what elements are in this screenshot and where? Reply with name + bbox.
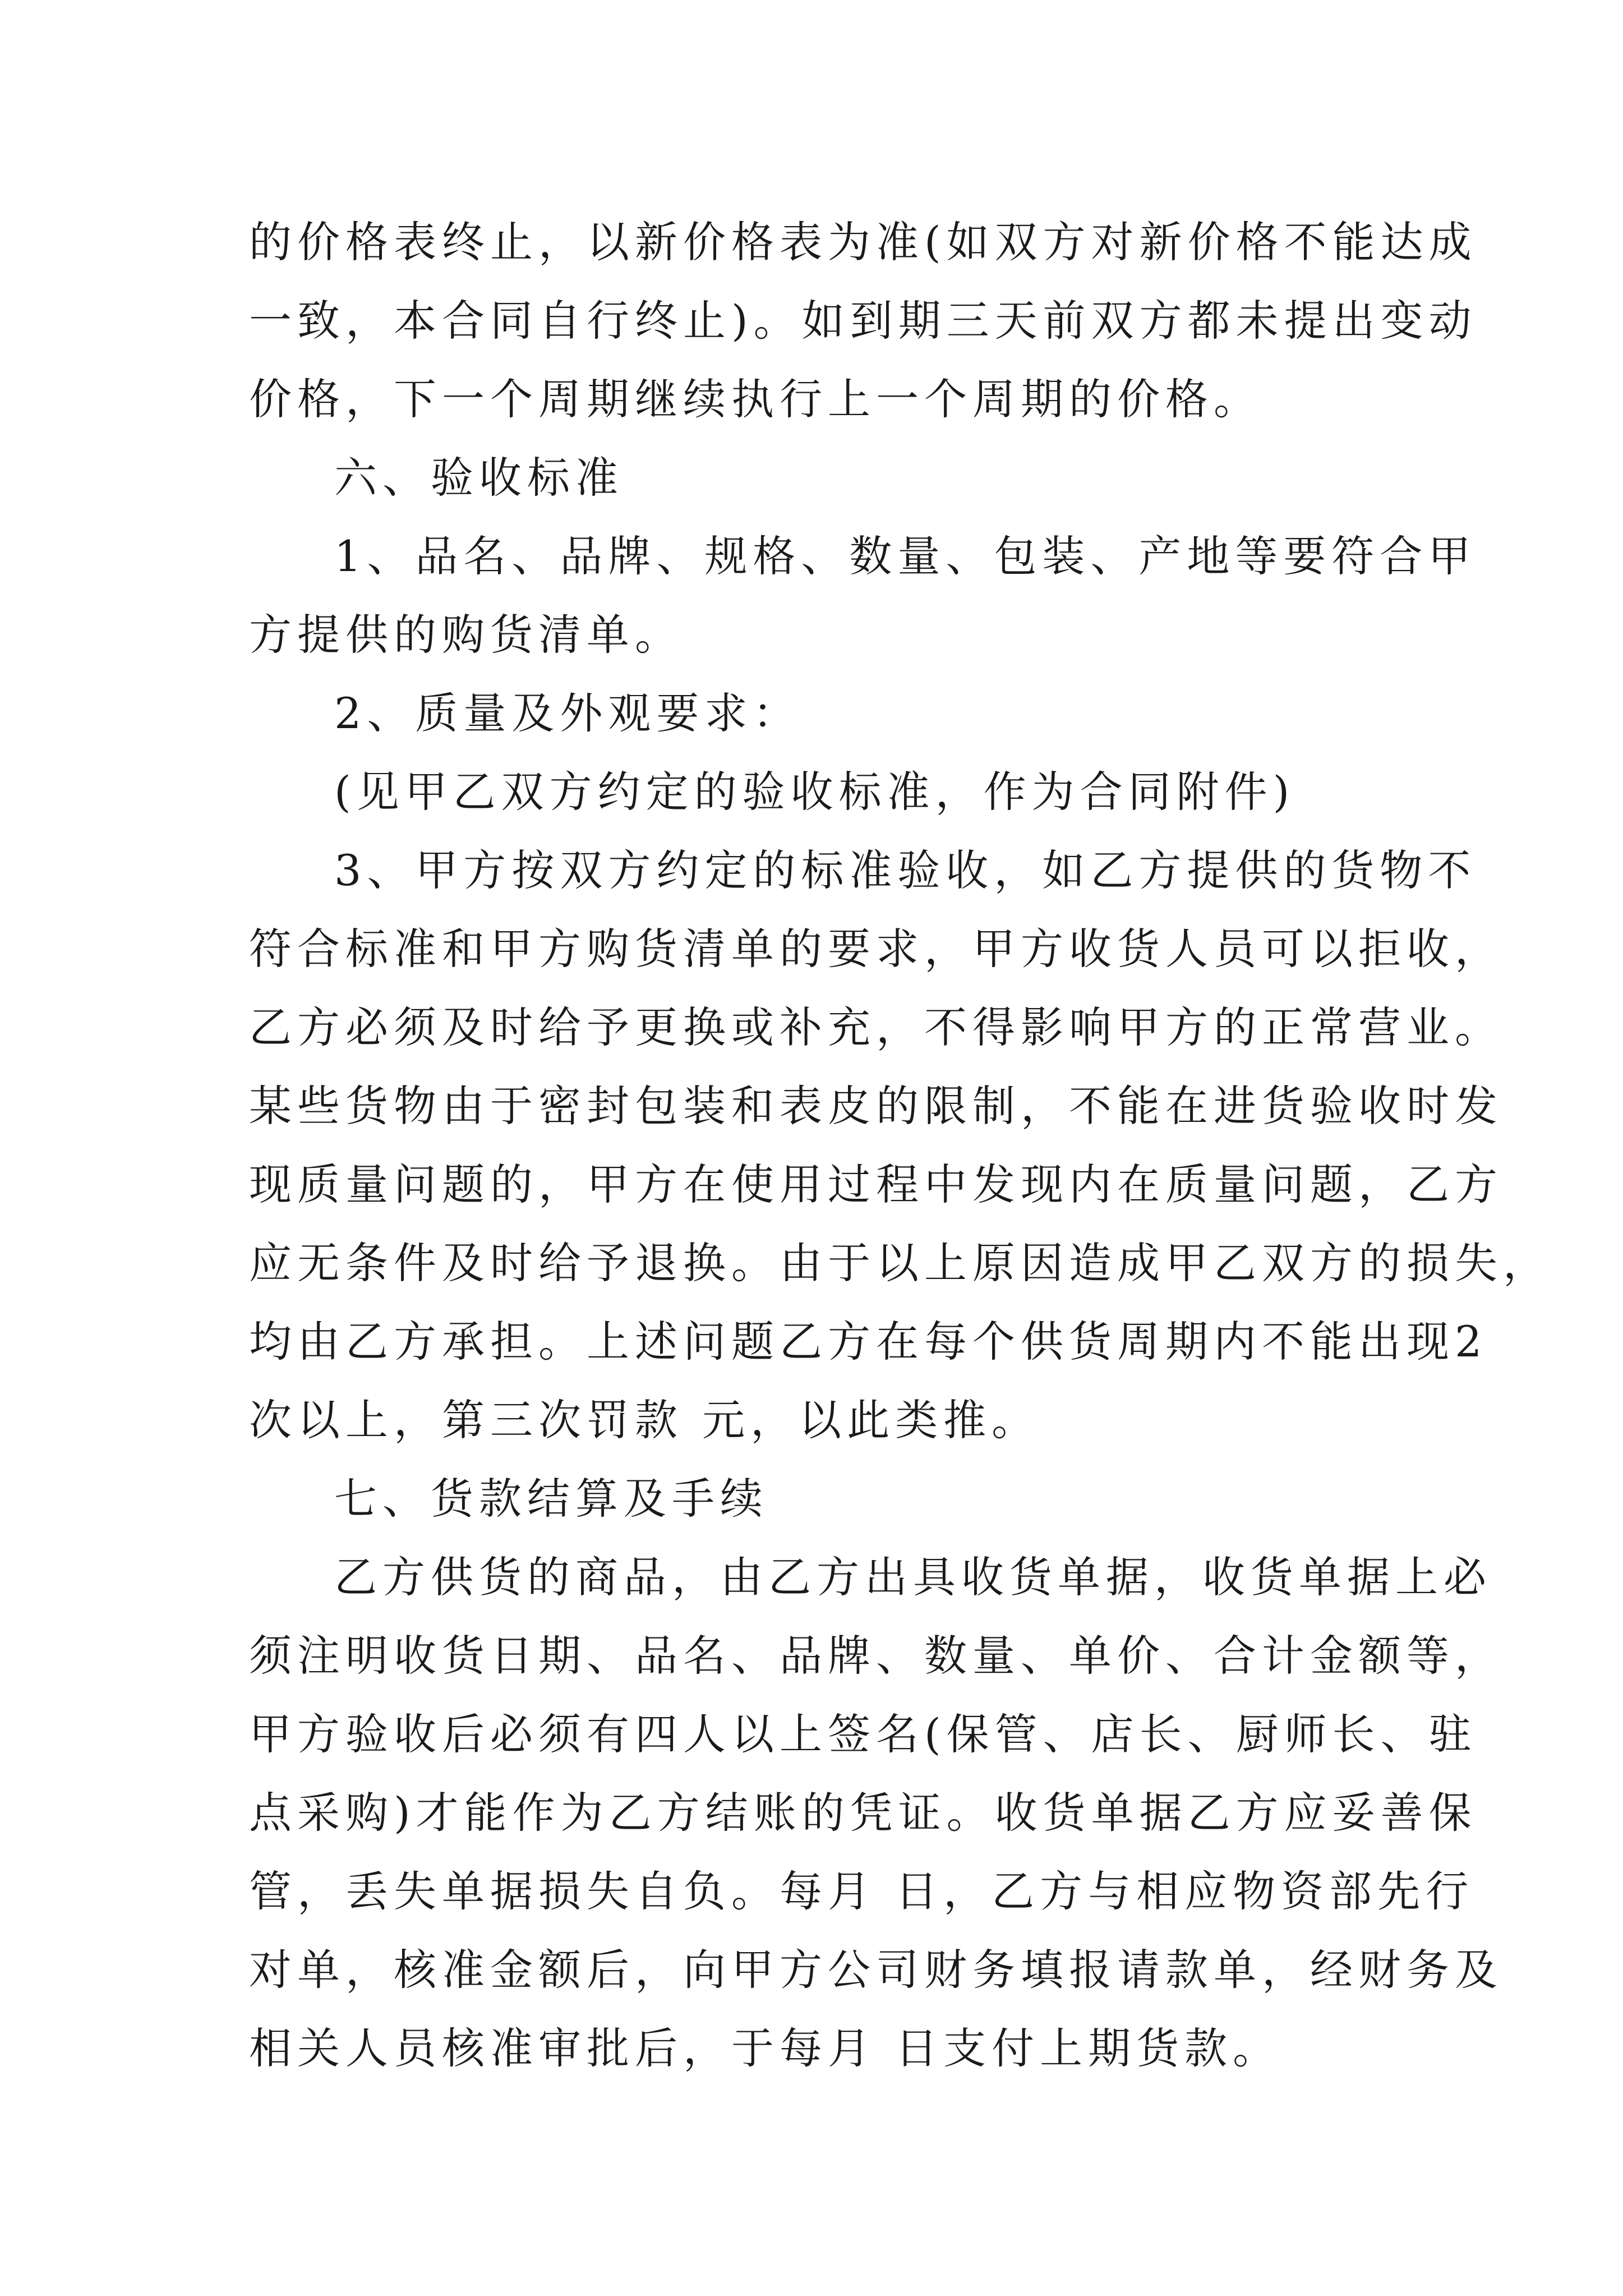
text-line: 管，丢失单据损失自负。每月 日，乙方与相应物资部先行 — [249, 1866, 1474, 1916]
text-line: 1、品名、品牌、规格、数量、包装、产地等要符合甲 — [334, 531, 1477, 581]
text-line: 现质量问题的，甲方在使用过程中发现内在质量问题，乙方 — [249, 1159, 1503, 1209]
text-line: 均由乙方承担。上述问题乙方在每个供货周期内不能出现2 — [249, 1317, 1488, 1366]
text-line: 3、甲方按双方约定的标准验收，如乙方提供的货物不 — [334, 845, 1477, 895]
section-heading: 七、货款结算及手续 — [334, 1474, 768, 1524]
text-line: 点采购)才能作为乙方结账的凭证。收货单据乙方应妥善保 — [249, 1788, 1477, 1838]
text-line: 2、质量及外观要求： — [334, 688, 801, 738]
text-line: 相关人员核准审批后，于每月 日支付上期货款。 — [249, 2023, 1281, 2073]
text-line: 某些货物由于密封包装和表皮的限制，不能在进货验收时发 — [249, 1081, 1503, 1131]
text-line: 应无条件及时给予退换。由于以上原因造成甲乙双方的损失， — [249, 1238, 1551, 1288]
text-line: (见甲乙双方约定的验收标准，作为合同附件) — [334, 767, 1295, 817]
text-line: 价格，下一个周期继续执行上一个周期的价格。 — [249, 374, 1262, 424]
text-line: 乙方供货的商品，由乙方出具收货单据，收货单据上必 — [334, 1552, 1492, 1602]
text-line: 一致，本合同自行终止)。如到期三天前双方都未提出变动 — [249, 296, 1477, 346]
text-line: 对单，核准金额后，向甲方公司财务填报请款单，经财务及 — [249, 1945, 1503, 1995]
text-line: 的价格表终止，以新价格表为准(如双方对新价格不能达成 — [249, 217, 1477, 267]
text-line: 须注明收货日期、品名、品牌、数量、单价、合计金额等， — [249, 1631, 1503, 1681]
text-line: 符合标准和甲方购货清单的要求，甲方收货人员可以拒收， — [249, 924, 1503, 974]
text-line: 次以上，第三次罚款 元，以此类推。 — [249, 1395, 1040, 1445]
contract-text — [249, 203, 1551, 2088]
text-line: 乙方必须及时给予更换或补充，不得影响甲方的正常营业。 — [249, 1002, 1503, 1052]
text-line: 甲方验收后必须有四人以上签名(保管、店长、厨师长、驻 — [249, 1709, 1477, 1759]
section-heading: 六、验收标准 — [334, 453, 624, 503]
text-line: 方提供的购货清单。 — [249, 610, 683, 660]
